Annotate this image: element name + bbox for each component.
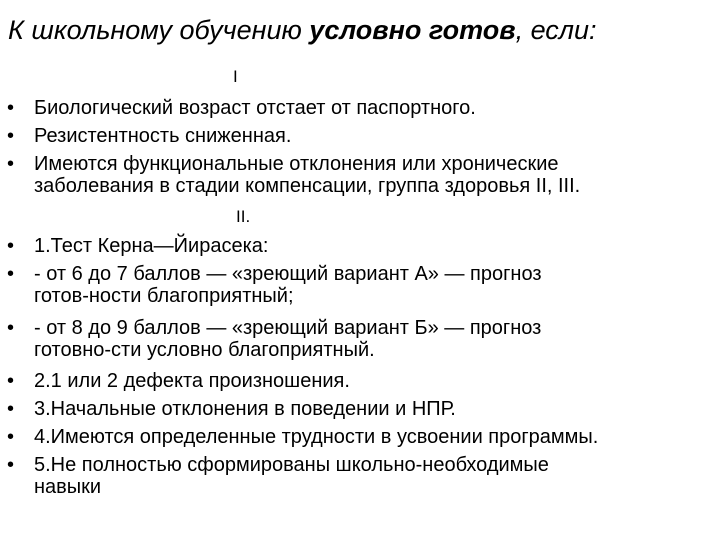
list-item-text: готов-ности благоприятный; bbox=[34, 285, 294, 307]
list-item-text: готовно-сти условно благоприятный. bbox=[34, 339, 375, 361]
section-marker-1: I bbox=[233, 67, 238, 86]
list-item bbox=[7, 97, 718, 119]
title-part-end: , если: bbox=[515, 15, 597, 45]
list-item-text: Резистентность сниженная. bbox=[34, 125, 292, 147]
bullet-icon: • bbox=[7, 426, 15, 448]
bullet-icon: • bbox=[7, 125, 15, 147]
list-item-text: 2.1 или 2 дефекта произношения. bbox=[34, 370, 350, 392]
section-marker-2: II. bbox=[236, 207, 251, 226]
list-item bbox=[7, 125, 718, 147]
bullet-icon: • bbox=[7, 317, 15, 339]
title-part-emphasis: условно готов bbox=[309, 15, 516, 45]
list-item-text: - от 8 до 9 баллов — «зреющий вариант Б» — прогноз bbox=[34, 317, 542, 339]
list-item bbox=[7, 370, 718, 392]
bullet-icon: • bbox=[7, 235, 15, 257]
list-item bbox=[7, 263, 718, 307]
bullet-icon: • bbox=[7, 263, 15, 285]
title-part-normal: К школьному обучению bbox=[8, 15, 310, 45]
list-item bbox=[7, 153, 718, 197]
list-item-text: - от 6 до 7 баллов — «зреющий вариант А» — прогноз bbox=[34, 263, 542, 285]
list-item bbox=[7, 454, 718, 498]
bullet-icon: • bbox=[7, 97, 15, 119]
list-item-text: 1.Тест Керна—Йирасека: bbox=[34, 235, 269, 257]
bullet-icon: • bbox=[7, 454, 15, 476]
list-item bbox=[7, 235, 718, 257]
bullet-icon: • bbox=[7, 398, 15, 420]
list-item bbox=[7, 426, 718, 448]
list-item-text: 4.Имеются определенные трудности в усвоении программы. bbox=[34, 426, 599, 448]
list-item-text: заболевания в стадии компенсации, группа здоровья II, III. bbox=[34, 175, 581, 197]
list-item bbox=[7, 317, 718, 361]
list-item-text: Имеются функциональные отклонения или хронические bbox=[34, 153, 559, 175]
list-item bbox=[7, 398, 718, 420]
bullet-icon: • bbox=[7, 153, 15, 175]
list-item-text: Биологический возраст отстает от паспортного. bbox=[34, 97, 476, 119]
list-item-text: 5.Не полностью сформированы школьно-необходимые bbox=[34, 454, 549, 476]
bullet-icon: • bbox=[7, 370, 15, 392]
list-item-text: 3.Начальные отклонения в поведении и НПР. bbox=[34, 398, 456, 420]
slide-title bbox=[8, 14, 718, 46]
list-item-text: навыки bbox=[34, 476, 102, 498]
